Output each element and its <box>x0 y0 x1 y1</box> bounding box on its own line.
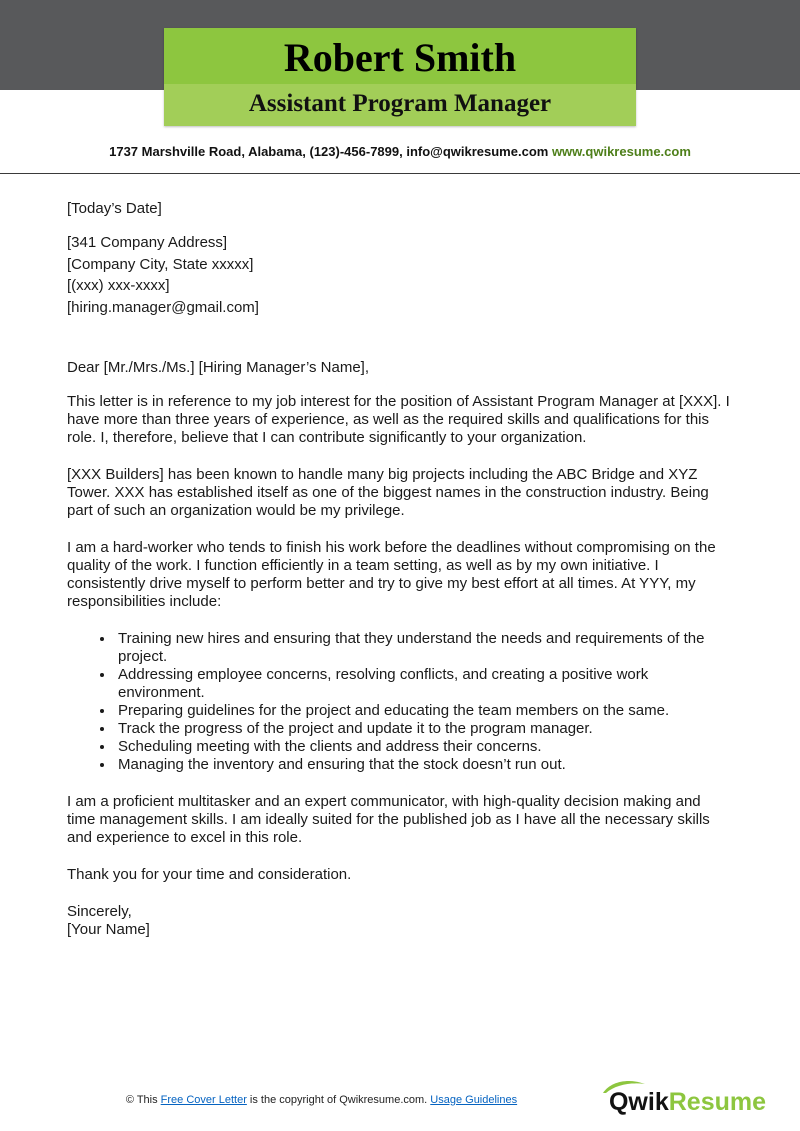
list-item: • Addressing employee concerns, resolving conflicts, and creating a positive work environment. <box>115 666 732 702</box>
salutation: Dear [Mr./Mrs./Ms.] [Hiring Manager’s Name], <box>67 359 370 376</box>
person-title: Assistant Program Manager <box>164 84 636 126</box>
address-line: [(xxx) xxx-xxxx] <box>67 277 170 294</box>
list-item: • Preparing guidelines for the project and educating the team members on the same. <box>115 702 732 720</box>
address-line: [341 Company Address] <box>67 234 228 251</box>
copyright-line <box>34 1094 609 1106</box>
list-item: • Scheduling meeting with the clients and address their concerns. <box>115 738 732 756</box>
logo-swoosh-icon <box>601 1078 647 1094</box>
list-item: • Managing the inventory and ensuring that the stock doesn’t run out. <box>115 756 732 774</box>
signoff-line: Sincerely, <box>67 903 132 920</box>
name-banner <box>164 28 636 126</box>
usage-guidelines-link[interactable]: Usage Guidelines <box>430 1093 518 1106</box>
copyright-prefix: © This <box>125 1093 161 1106</box>
copyright-mid: is the copyright of Qwikresume.com. <box>246 1093 431 1106</box>
letter-body <box>0 174 800 939</box>
signature-line: [Your Name] <box>67 921 150 938</box>
logo-text-resume: Resume <box>668 1088 766 1116</box>
page-footer <box>0 1082 800 1117</box>
list-item: • Training new hires and ensuring that they understand the needs and requirements of the project. <box>115 630 732 666</box>
paragraph-skills: I am a hard-worker who tends to finish his work before the deadlines without compromising on the quality of the work. I function efficiently in a team setting, as well as by my own initiative. I consistently drive myself to perform better and try to give my best effort at all times. At YYY, my responsibilities include: <box>67 539 716 610</box>
address-block <box>67 232 732 318</box>
signoff-block <box>67 903 732 939</box>
list-item: • Track the progress of the project and update it to the program manager. <box>115 720 732 738</box>
contact-line <box>0 144 800 159</box>
contact-text: 1737 Marshville Road, Alabama, (123)-456-7899, info@qwikresume.com <box>109 144 552 159</box>
paragraph-intro: This letter is in reference to my job interest for the position of Assistant Program Manager at [XXX]. I have more than three years of experience, as well as the required skills and qualifications for this role. I, therefore, believe that I can contribute significantly to your organization. <box>67 393 730 446</box>
paragraph-company: [XXX Builders] has been known to handle many big projects including the ABC Bridge and XYZ Tower. XXX has established itself as one of the biggest names in the construction industry. Being part of such an organization would be my privilege. <box>67 466 709 519</box>
responsibilities-list <box>67 630 732 774</box>
thanks-line: Thank you for your time and consideration. <box>67 866 352 883</box>
free-cover-letter-link[interactable]: Free Cover Letter <box>160 1093 247 1106</box>
address-line: [Company City, State xxxxx] <box>67 255 254 273</box>
paragraph-closing: I am a proficient multitasker and an expert communicator, with high-quality decision making and time management skills. I am ideally suited for the published job as I have all the necessary skills and experience to excel in this role. <box>67 793 710 846</box>
website-link[interactable]: www.qwikresume.com <box>551 144 691 159</box>
date-line: [Today’s Date] <box>67 200 162 217</box>
person-name: Robert Smith <box>164 28 636 84</box>
qwikresume-logo[interactable] <box>609 1082 766 1117</box>
address-line: [hiring.manager@gmail.com] <box>67 298 259 316</box>
logo-text-qwik: Qwik <box>608 1088 669 1116</box>
